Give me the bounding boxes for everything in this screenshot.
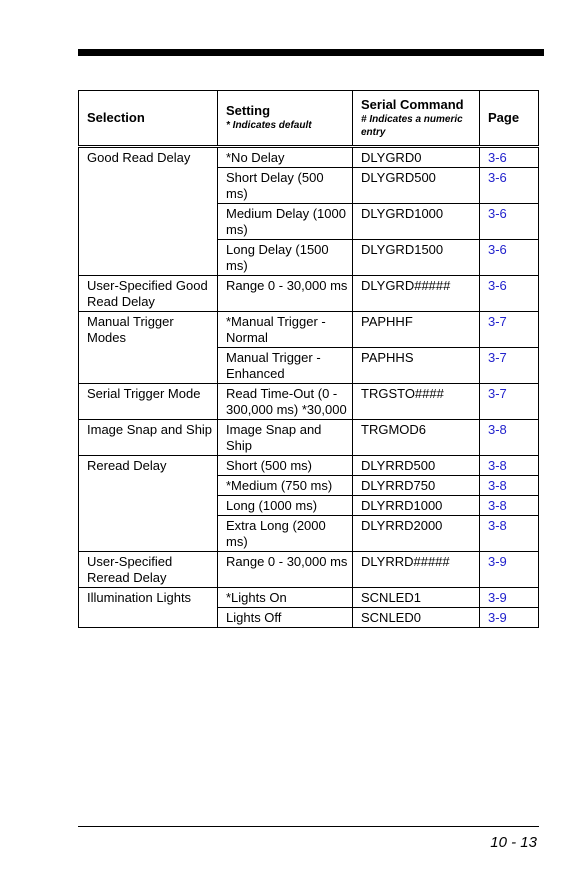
selection-cell: Image Snap and Ship bbox=[79, 420, 218, 456]
command-cell: SCNLED1 bbox=[353, 588, 480, 608]
table-row bbox=[79, 276, 539, 312]
setting-cell: Image Snap and Ship bbox=[218, 420, 353, 456]
page-link[interactable]: 3-7 bbox=[480, 384, 539, 420]
page-link[interactable]: 3-7 bbox=[480, 312, 539, 348]
setting-cell: Lights Off bbox=[218, 608, 353, 628]
serial-command-table bbox=[78, 90, 539, 628]
setting-cell: *Medium (750 ms) bbox=[218, 476, 353, 496]
header-selection: Selection bbox=[79, 91, 218, 147]
setting-cell: Extra Long (2000 ms) bbox=[218, 516, 353, 552]
header-page: Page bbox=[480, 91, 539, 147]
selection-cell: User-Specified Reread Delay bbox=[79, 552, 218, 588]
page-link[interactable]: 3-8 bbox=[480, 420, 539, 456]
header-serial-command: Serial Command # Indicates a numeric entry bbox=[353, 91, 480, 147]
command-cell: DLYGRD1500 bbox=[353, 240, 480, 276]
setting-cell: Range 0 - 30,000 ms bbox=[218, 552, 353, 588]
command-cell: DLYRRD750 bbox=[353, 476, 480, 496]
page-link[interactable]: 3-8 bbox=[480, 456, 539, 476]
setting-cell: Long Delay (1500 ms) bbox=[218, 240, 353, 276]
page-link[interactable]: 3-6 bbox=[480, 204, 539, 240]
page-link[interactable]: 3-8 bbox=[480, 476, 539, 496]
top-rule bbox=[78, 49, 544, 56]
page-link[interactable]: 3-6 bbox=[480, 240, 539, 276]
command-cell: DLYRRD2000 bbox=[353, 516, 480, 552]
selection-cell: Serial Trigger Mode bbox=[79, 384, 218, 420]
table-row bbox=[79, 384, 539, 420]
table-row bbox=[79, 456, 539, 476]
table-row bbox=[79, 420, 539, 456]
command-cell: DLYRRD1000 bbox=[353, 496, 480, 516]
table-row bbox=[79, 588, 539, 608]
command-cell: PAPHHF bbox=[353, 312, 480, 348]
setting-cell: Range 0 - 30,000 ms bbox=[218, 276, 353, 312]
table-header-row bbox=[79, 91, 539, 147]
setting-cell: Short Delay (500 ms) bbox=[218, 168, 353, 204]
selection-cell: User-Specified Good Read Delay bbox=[79, 276, 218, 312]
header-setting-note: * Indicates default bbox=[226, 120, 312, 131]
page-link[interactable]: 3-9 bbox=[480, 588, 539, 608]
page-link[interactable]: 3-8 bbox=[480, 516, 539, 552]
command-cell: TRGMOD6 bbox=[353, 420, 480, 456]
table-row bbox=[79, 312, 539, 348]
command-cell: TRGSTO#### bbox=[353, 384, 480, 420]
command-cell: DLYRRD500 bbox=[353, 456, 480, 476]
page-link[interactable]: 3-6 bbox=[480, 147, 539, 168]
header-serial-note: # Indicates a numeric entry bbox=[361, 113, 463, 138]
selection-cell: Manual Trigger Modes bbox=[79, 312, 218, 384]
footer-rule bbox=[78, 826, 539, 827]
setting-cell: *Manual Trigger - Normal bbox=[218, 312, 353, 348]
setting-cell: *Lights On bbox=[218, 588, 353, 608]
command-cell: SCNLED0 bbox=[353, 608, 480, 628]
setting-cell: Medium Delay (1000 ms) bbox=[218, 204, 353, 240]
header-setting: Setting * Indicates default bbox=[218, 91, 353, 147]
command-cell: DLYRRD##### bbox=[353, 552, 480, 588]
page-link[interactable]: 3-6 bbox=[480, 168, 539, 204]
table-row bbox=[79, 552, 539, 588]
selection-cell: Illumination Lights bbox=[79, 588, 218, 628]
selection-cell: Reread Delay bbox=[79, 456, 218, 552]
command-cell: DLYGRD500 bbox=[353, 168, 480, 204]
page-link[interactable]: 3-8 bbox=[480, 496, 539, 516]
setting-cell: Long (1000 ms) bbox=[218, 496, 353, 516]
table-row bbox=[79, 147, 539, 168]
page-link[interactable]: 3-9 bbox=[480, 608, 539, 628]
page-number: 10 - 13 bbox=[490, 834, 537, 851]
page-link[interactable]: 3-7 bbox=[480, 348, 539, 384]
setting-cell: Manual Trigger - Enhanced bbox=[218, 348, 353, 384]
page-link[interactable]: 3-9 bbox=[480, 552, 539, 588]
selection-cell: Good Read Delay bbox=[79, 147, 218, 276]
command-cell: PAPHHS bbox=[353, 348, 480, 384]
setting-cell: Short (500 ms) bbox=[218, 456, 353, 476]
command-cell: DLYGRD##### bbox=[353, 276, 480, 312]
command-cell: DLYGRD1000 bbox=[353, 204, 480, 240]
page-link[interactable]: 3-6 bbox=[480, 276, 539, 312]
setting-cell: *No Delay bbox=[218, 147, 353, 168]
command-cell: DLYGRD0 bbox=[353, 147, 480, 168]
setting-cell: Read Time-Out (0 - 300,000 ms) *30,000 bbox=[218, 384, 353, 420]
